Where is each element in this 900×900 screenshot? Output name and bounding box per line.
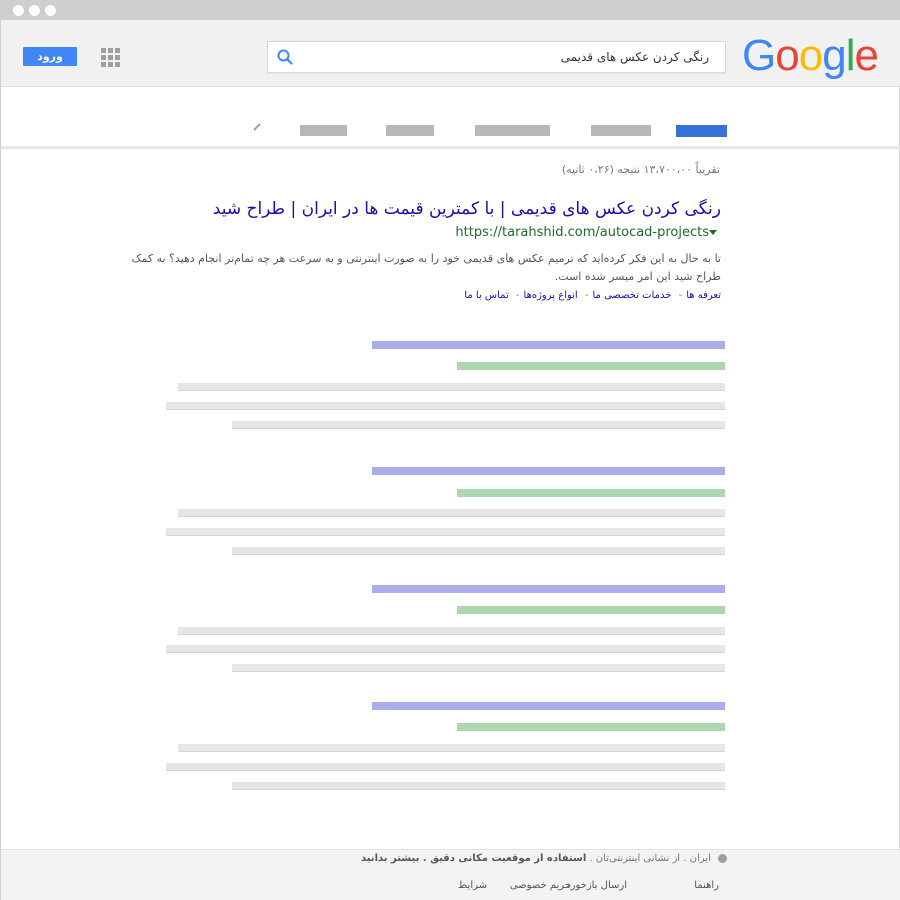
placeholder-text-line [232, 421, 725, 429]
placeholder-title-bar [372, 467, 725, 475]
search-query-text: رنگی کردن عکس های قدیمی [560, 50, 709, 64]
location-dot-icon [718, 854, 727, 863]
placeholder-text-line [232, 782, 725, 790]
sitelink-services[interactable]: خدمات تخصصی ما [592, 290, 672, 301]
placeholder-title-bar [372, 702, 725, 710]
location-line [361, 853, 727, 864]
browser-titlebar [1, 0, 900, 20]
footer-link-feedback[interactable]: ارسال بازخورد [566, 880, 627, 891]
tab-placeholder-2[interactable] [591, 125, 651, 136]
placeholder-text-line [166, 402, 725, 410]
logo-letter: o [798, 31, 823, 80]
logo-letter: o [775, 31, 799, 80]
sitelink-contact[interactable]: تماس با ما [464, 290, 509, 301]
sitelink-pricing[interactable]: تعرفه ها [686, 290, 721, 301]
placeholder-text-line [232, 547, 725, 555]
placeholder-text-line [178, 383, 725, 391]
tab-placeholder-4[interactable] [386, 125, 434, 136]
window-minimize-dot[interactable] [29, 5, 40, 16]
placeholder-url-bar [457, 606, 725, 614]
placeholder-text-line [166, 528, 725, 536]
tab-placeholder-5[interactable] [300, 125, 347, 136]
pencil-icon[interactable] [253, 123, 261, 131]
tab-all-active[interactable] [676, 125, 727, 137]
logo-letter: g [822, 31, 846, 80]
footer-link-terms[interactable]: شرایط [458, 880, 487, 891]
search-icon[interactable] [276, 48, 294, 66]
placeholder-title-bar [372, 341, 725, 349]
window-maximize-dot[interactable] [45, 5, 56, 16]
placeholder-text-line [178, 627, 725, 635]
google-logo[interactable] [742, 31, 878, 81]
placeholder-text-line [178, 509, 725, 517]
placeholder-text-line [232, 664, 725, 672]
footer-link-privacy[interactable]: حریم خصوصی [509, 880, 571, 891]
search-input[interactable] [267, 41, 726, 73]
footer-link-help[interactable]: راهنما [694, 880, 719, 891]
tab-placeholder-3[interactable] [475, 125, 550, 136]
result-url-text[interactable]: https://tarahshid.com/autocad-projects [455, 225, 709, 240]
sitelink-projects[interactable]: انواع پروژه‌ها [523, 290, 578, 301]
placeholder-url-bar [457, 723, 725, 731]
result-url[interactable] [455, 225, 721, 240]
logo-letter: l [845, 31, 855, 80]
placeholder-url-bar [457, 489, 725, 497]
window-close-dot[interactable] [13, 5, 24, 16]
precise-location-link[interactable]: استفاده از موقعیت مکانی دقیق . بیشتر بدانید [360, 853, 587, 864]
url-dropdown-icon[interactable] [709, 230, 717, 235]
placeholder-url-bar [457, 362, 725, 370]
placeholder-text-line [166, 645, 725, 653]
result-title-link[interactable]: رنگی کردن عکس های قدیمی | با کمترین قیمت ها در ایران | طراح شید [212, 199, 721, 219]
logo-letter: G [742, 31, 776, 80]
result-stats: تقریباً ۱۳،۷۰۰،۰۰ نتیجه (۰،۲۶ ثانیه) [561, 163, 720, 176]
apps-grid-icon[interactable] [101, 48, 121, 68]
placeholder-title-bar [372, 585, 725, 593]
search-tabs [1, 87, 900, 149]
logo-letter: e [854, 31, 878, 80]
placeholder-text-line [166, 763, 725, 771]
placeholder-text-line [178, 744, 725, 752]
result-sitelinks: تعرفه ها- خدمات تخصصی ما- انواع پروژه‌ها- تماس با ما [464, 290, 721, 301]
result-snippet: تا به حال به این فکر کرده‌اید که ترمیم عکس های قدیمی خود را به صورت اینترنتی و به سرعت هر چه تمام‌تر انجام دهید؟ به کمک طراح شید این امر میسر شده است. [131, 252, 721, 283]
signin-button[interactable]: ورود [23, 47, 77, 66]
page-footer [1, 849, 900, 900]
search-header [1, 20, 900, 87]
location-text: ایران . از نشانی اینترنتی‌تان . [589, 853, 711, 864]
